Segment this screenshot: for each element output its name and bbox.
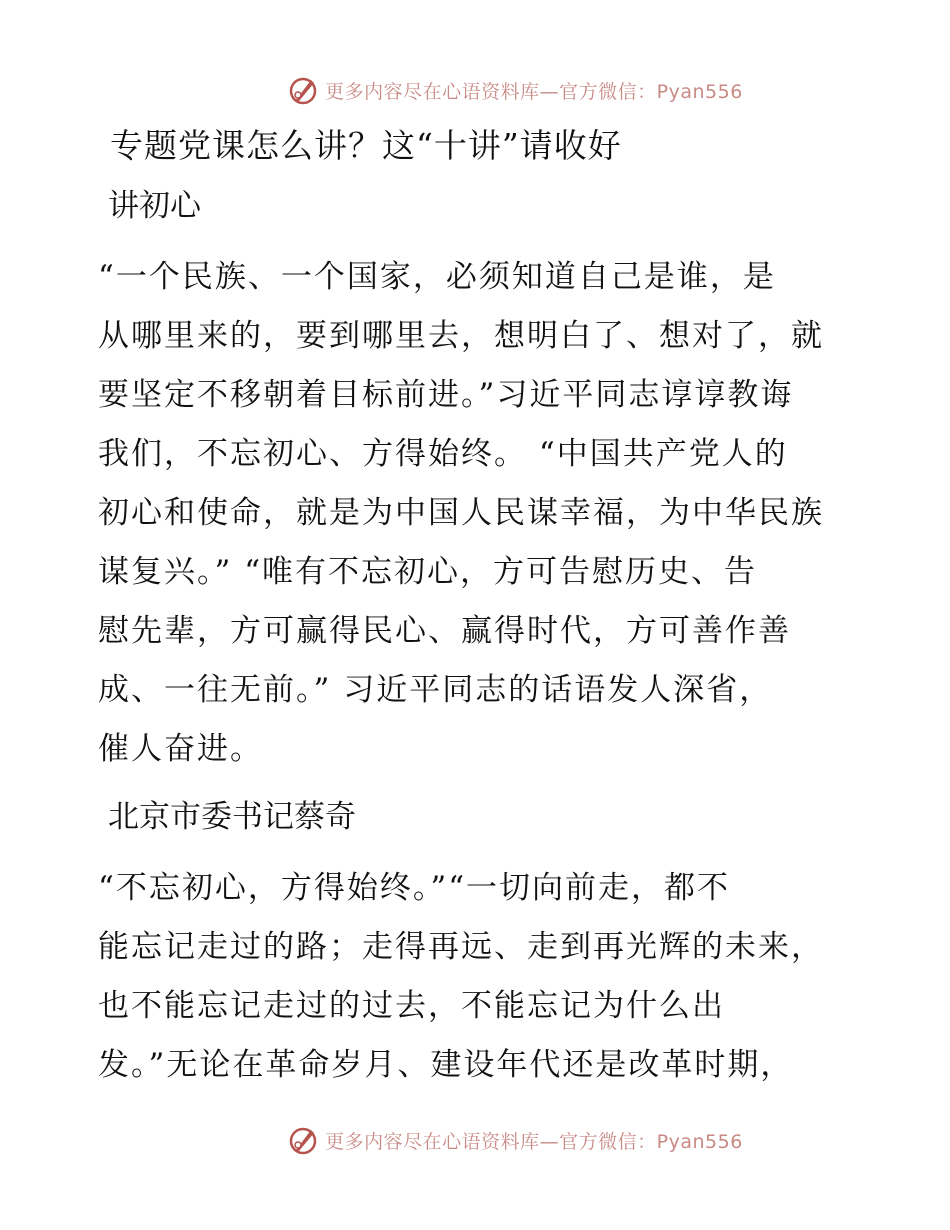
paragraph-line: 也不能忘记走过的过去，不能忘记为什么出 <box>98 988 725 1024</box>
paragraph-line: 要坚定不移朝着目标前进。”习近平同志谆谆教诲 <box>98 377 794 413</box>
quill-logo-icon <box>287 1124 319 1156</box>
footer-watermark <box>0 1120 950 1160</box>
watermark-text: 更多内容尽在心语资料库—官方微信：Pyan556 <box>325 1130 743 1153</box>
quill-logo-icon <box>287 74 319 106</box>
header-watermark <box>0 70 950 110</box>
paragraph-line: 催人奋进。 <box>98 731 263 767</box>
document-title: 专题党课怎么讲？这“十讲”请收好 <box>110 126 622 165</box>
paragraph-line: “一个民族、一个国家，必须知道自己是谁，是 <box>98 259 776 295</box>
paragraph-line: 谋复兴。” “唯有不忘初心，方可告慰历史、告 <box>98 554 758 590</box>
watermark-text: 更多内容尽在心语资料库—官方微信：Pyan556 <box>325 80 743 103</box>
document-body <box>98 118 858 1105</box>
paragraph-line: “不忘初心，方得始终。”“一切向前走，都不 <box>98 870 731 906</box>
section-heading-2: 北京市委书记蔡奇 <box>108 799 356 835</box>
paragraph-line: 成、一往无前。” 习近平同志的话语发人深省， <box>98 672 773 708</box>
paragraph-2 <box>98 859 858 1095</box>
paragraph-line: 发。”无论在革命岁月、建设年代还是改革时期， <box>98 1047 794 1083</box>
section-heading-1: 讲初心 <box>108 188 201 224</box>
paragraph-1 <box>98 248 858 779</box>
paragraph-line: 能忘记走过的路；走得再远、走到再光辉的未来， <box>98 929 824 965</box>
paragraph-line: 从哪里来的，要到哪里去，想明白了、想对了，就 <box>98 318 824 354</box>
paragraph-line: 慰先辈，方可赢得民心、赢得时代，方可善作善 <box>98 613 791 649</box>
paragraph-line: 我们，不忘初心、方得始终。 “中国共产党人的 <box>98 436 788 472</box>
paragraph-line: 初心和使命，就是为中国人民谋幸福，为中华民族 <box>98 495 824 531</box>
